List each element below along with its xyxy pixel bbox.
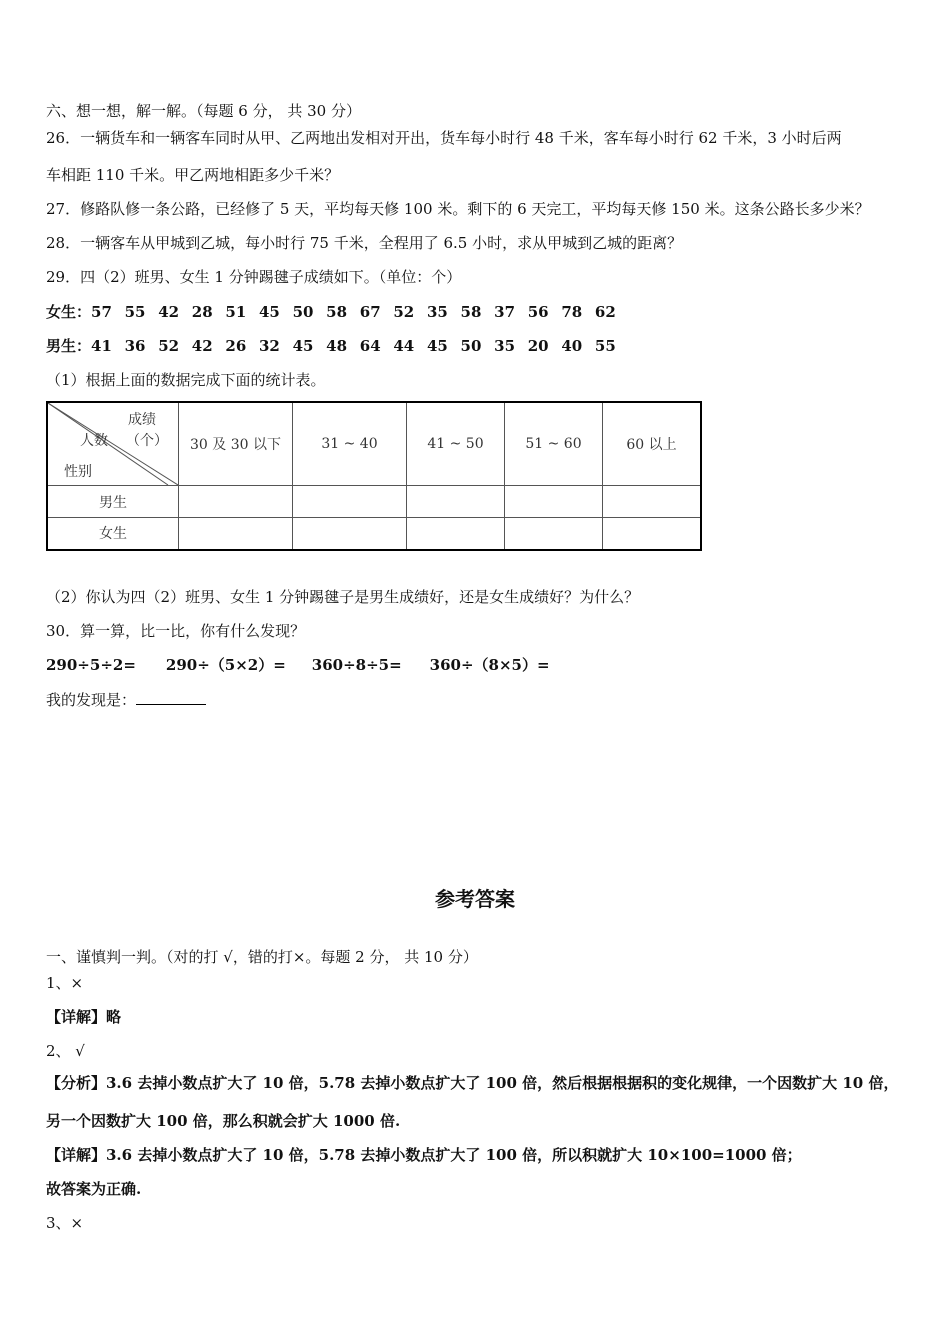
answer-2-analysis-line2: 另一个因数扩大 100 倍，那么积就会扩大 1000 倍. <box>46 1112 401 1130</box>
cell-boys-4[interactable] <box>505 486 603 518</box>
calc-row <box>46 655 550 675</box>
cell-boys-2[interactable] <box>293 486 407 518</box>
boys-scores-row <box>46 336 629 356</box>
girls-score-15: 78 <box>561 303 583 321</box>
calc-1: 290÷5÷2= <box>46 656 136 674</box>
cell-girls-1[interactable] <box>179 518 293 550</box>
boys-score-6: 32 <box>258 337 280 355</box>
boys-score-3: 52 <box>158 337 180 355</box>
question-28: 28．一辆客车从甲城到乙城，每小时行 75 千米，全程用了 6.5 小时，求从甲城到乙城的距离？ <box>46 234 683 252</box>
question-29-part2: （2）你认为四（2）班男、女生 1 分钟踢毽子是男生成绩好，还是女生成绩好？为什么？ <box>46 588 640 606</box>
answer-3: 3、× <box>46 1214 84 1232</box>
boys-score-4: 42 <box>191 337 213 355</box>
boys-label: 男生： <box>46 337 92 355</box>
boys-score-7: 45 <box>292 337 314 355</box>
diagonal-header-cell <box>47 402 179 486</box>
cell-boys-5[interactable] <box>603 486 702 518</box>
answer-2: 2、 √ <box>46 1042 85 1060</box>
girls-score-5: 51 <box>225 303 247 321</box>
boys-score-5: 26 <box>225 337 247 355</box>
boys-score-11: 45 <box>426 337 448 355</box>
range-header-5: 60 以上 <box>603 402 702 486</box>
range-header-3: 41 ~ 50 <box>407 402 505 486</box>
boys-scores <box>91 336 629 356</box>
boys-score-8: 48 <box>326 337 348 355</box>
cell-girls-4[interactable] <box>505 518 603 550</box>
discovery-blank[interactable] <box>136 690 206 705</box>
discovery-label: 我的发现是： <box>46 691 137 709</box>
question-26-line2: 车相距 110 千米。甲乙两地相距多少千米？ <box>46 166 340 184</box>
cell-girls-2[interactable] <box>293 518 407 550</box>
cell-boys-3[interactable] <box>407 486 505 518</box>
section-1-heading: 一、谨慎判一判。（对的打 √，错的打×。每题 2 分， 共 10 分） <box>46 948 478 966</box>
question-27: 27．修路队修一条公路，已经修了 5 天，平均每天修 100 米。剩下的 6 天完工，平均每天修 150 米。这条公路长多少米？ <box>46 200 870 218</box>
range-header-2: 31 ~ 40 <box>293 402 407 486</box>
diag-people-label: 人数 <box>80 433 108 449</box>
girls-score-11: 35 <box>426 303 448 321</box>
diag-score-label: 成绩 <box>128 412 156 428</box>
diag-unit-label: （个） <box>126 433 168 449</box>
girls-score-14: 56 <box>527 303 549 321</box>
calc-4: 360÷（8×5）= <box>429 656 550 674</box>
range-header-4: 51 ~ 60 <box>505 402 603 486</box>
answer-1: 1、× <box>46 974 84 992</box>
question-29-part1: （1）根据上面的数据完成下面的统计表。 <box>46 371 326 389</box>
range-header-1: 30 及 30 以下 <box>179 402 293 486</box>
question-26-line1: 26．一辆货车和一辆客车同时从甲、乙两地出发相对开出，货车每小时行 48 千米，客车每小时行 62 千米，3 小时后两 <box>46 129 842 147</box>
girls-score-4: 28 <box>191 303 213 321</box>
boys-score-14: 20 <box>527 337 549 355</box>
discovery-line <box>46 690 206 710</box>
girls-score-10: 52 <box>393 303 415 321</box>
boys-score-1: 41 <box>91 337 112 355</box>
girls-score-16: 62 <box>594 303 616 321</box>
girls-score-12: 58 <box>460 303 482 321</box>
section-6-heading: 六、想一想，解一解。（每题 6 分， 共 30 分） <box>46 102 361 120</box>
boys-score-9: 64 <box>359 337 381 355</box>
row-label-girls: 女生 <box>47 518 179 550</box>
girls-score-9: 67 <box>359 303 381 321</box>
girls-score-6: 45 <box>258 303 280 321</box>
cell-boys-1[interactable] <box>179 486 293 518</box>
girls-score-8: 58 <box>326 303 348 321</box>
girls-score-7: 50 <box>292 303 314 321</box>
question-30: 30．算一算，比一比，你有什么发现？ <box>46 622 306 640</box>
row-label-boys: 男生 <box>47 486 179 518</box>
statistics-table <box>46 401 702 551</box>
cell-girls-5[interactable] <box>603 518 702 550</box>
answer-2-analysis-line1: 【分析】3.6 去掉小数点扩大了 10 倍，5.78 去掉小数点扩大了 100 倍，然后根据根据积的变化规律，一个因数扩大 10 倍， <box>46 1074 899 1092</box>
boys-score-2: 36 <box>124 337 146 355</box>
answer-1-detail: 【详解】略 <box>46 1008 122 1026</box>
boys-score-16: 55 <box>594 337 616 355</box>
boys-score-15: 40 <box>561 337 583 355</box>
girls-scores-row <box>46 302 629 322</box>
diag-gender-label: 性别 <box>64 464 92 480</box>
boys-score-10: 44 <box>393 337 415 355</box>
calc-3: 360÷8÷5= <box>311 656 402 674</box>
question-29: 29．四（2）班男、女生 1 分钟踢毽子成绩如下。（单位：个） <box>46 268 462 286</box>
boys-score-13: 35 <box>494 337 516 355</box>
girls-score-13: 37 <box>494 303 516 321</box>
cell-girls-3[interactable] <box>407 518 505 550</box>
answer-2-detail: 【详解】3.6 去掉小数点扩大了 10 倍，5.78 去掉小数点扩大了 100 倍，所以积就扩大 10×100=1000 倍； <box>46 1146 802 1164</box>
girls-score-3: 42 <box>158 303 180 321</box>
girls-label: 女生： <box>46 303 92 321</box>
girls-score-2: 55 <box>124 303 146 321</box>
boys-score-12: 50 <box>460 337 482 355</box>
girls-score-1: 57 <box>91 303 112 321</box>
girls-scores <box>91 302 629 322</box>
answer-2-conclusion: 故答案为正确. <box>46 1180 142 1198</box>
answer-title: 参考答案 <box>435 887 515 911</box>
calc-2: 290÷（5×2）= <box>165 656 286 674</box>
